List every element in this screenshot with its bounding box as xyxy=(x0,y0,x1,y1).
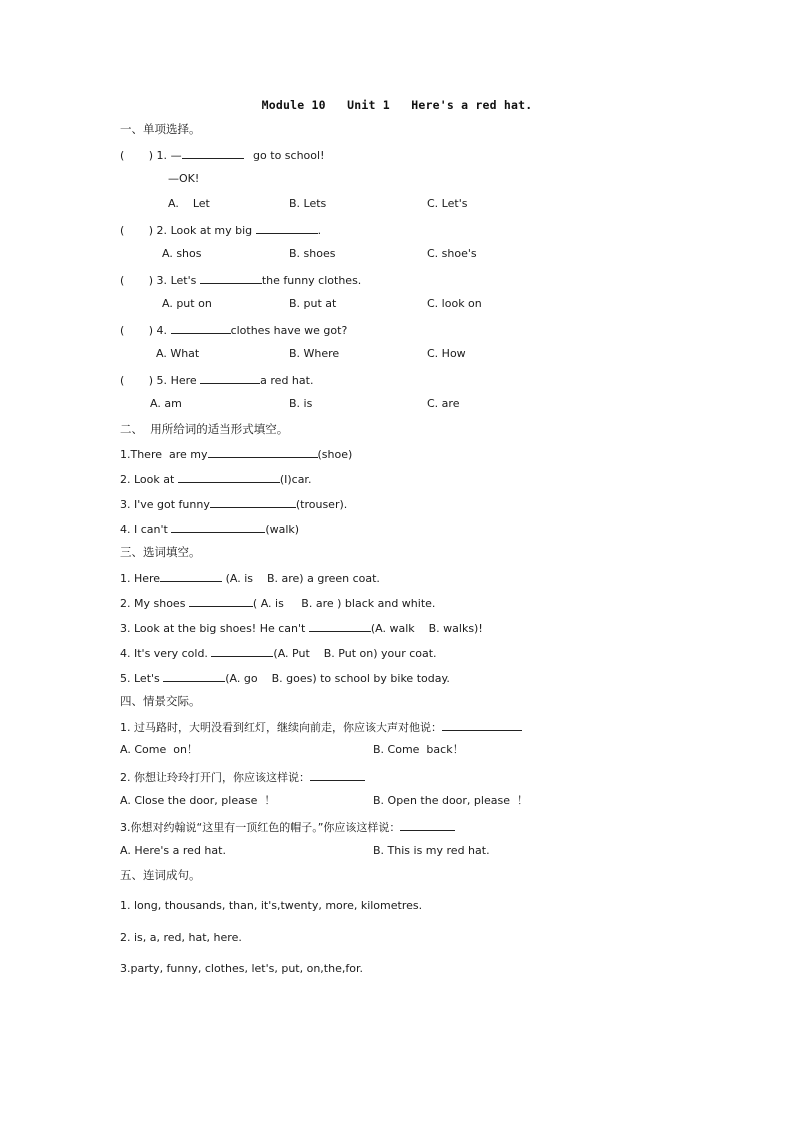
s2-item-3 xyxy=(120,496,347,512)
item-hint: (shoe) xyxy=(317,448,353,461)
section-3-heading: 三、选词填空。 xyxy=(120,545,201,559)
section-2-heading: 二、 用所给词的适当形式填空。 xyxy=(120,422,289,436)
answer-paren: ( ) 1. xyxy=(120,149,168,162)
s4-q3-option-b: B. This is my red hat. xyxy=(373,844,490,857)
question-text: — xyxy=(170,149,182,162)
item-text: 4. I can't xyxy=(120,523,172,536)
question-text: 3.你想对约翰说“这里有一顶红色的帽子。”你应该这样说： xyxy=(120,821,401,834)
item-hint: (walk) xyxy=(265,523,300,536)
answer-blank[interactable] xyxy=(182,147,244,159)
s4-question-2 xyxy=(120,769,365,785)
s1-question-5 xyxy=(120,372,313,388)
question-text: a red hat. xyxy=(260,374,314,387)
question-text: Look at my big xyxy=(170,224,256,237)
s2-item-2 xyxy=(120,471,311,487)
answer-blank[interactable] xyxy=(163,670,225,682)
answer-blank[interactable] xyxy=(210,496,296,508)
s4-q1-option-a: A. Come on！ xyxy=(120,743,198,756)
question-text: the funny clothes. xyxy=(261,274,362,287)
s3-item-4 xyxy=(120,645,437,661)
s1-q1-option-a: A. Let xyxy=(168,197,210,210)
answer-blank[interactable] xyxy=(256,222,318,234)
item-text: 1.There are my xyxy=(120,448,208,461)
s1-question-4 xyxy=(120,322,347,338)
item-text: 3. Look at the big shoes! He can't xyxy=(120,622,309,635)
answer-blank[interactable] xyxy=(189,595,253,607)
s1-q5-option-c: C. are xyxy=(427,397,460,410)
question-text: Here xyxy=(170,374,201,387)
question-text: Let's xyxy=(170,274,200,287)
page-title: Module 10 Unit 1 Here's a red hat. xyxy=(261,98,533,112)
s4-q2-option-b: B. Open the door, please ！ xyxy=(373,794,528,807)
s3-item-1 xyxy=(120,570,380,586)
section-1-heading: 一、单项选择。 xyxy=(120,122,201,136)
answer-blank[interactable] xyxy=(160,570,222,582)
s1-q4-option-a: A. What xyxy=(156,347,200,360)
s1-question-1 xyxy=(120,147,324,163)
item-options: ( A. is B. are ) black and white. xyxy=(252,597,436,610)
s1-q5-option-b: B. is xyxy=(289,397,313,410)
s4-question-1 xyxy=(120,719,522,735)
s1-q3-option-b: B. put at xyxy=(289,297,337,310)
s1-q1-reply: —OK! xyxy=(168,172,200,185)
item-text: 4. It's very cold. xyxy=(120,647,212,660)
question-text: clothes have we got? xyxy=(230,324,348,337)
s1-q2-option-c: C. shoe's xyxy=(427,247,477,260)
item-hint: (trouser). xyxy=(295,498,348,511)
question-text: 2. 你想让玲玲打开门，你应该这样说： xyxy=(120,771,310,784)
s1-q2-option-b: B. shoes xyxy=(289,247,336,260)
s4-q1-option-b: B. Come back！ xyxy=(373,743,464,756)
s2-item-1 xyxy=(120,446,352,462)
s1-q5-option-a: A. am xyxy=(150,397,182,410)
section-4-heading: 四、情景交际。 xyxy=(120,694,201,708)
question-text: 1. 过马路时，大明没看到红灯，继续向前走，你应该大声对他说： xyxy=(120,721,442,734)
item-text: 2. Look at xyxy=(120,473,178,486)
answer-blank[interactable] xyxy=(309,620,371,632)
s1-q4-option-c: C. How xyxy=(427,347,466,360)
item-options: (A. Put B. Put on) your coat. xyxy=(273,647,437,660)
answer-paren: ( ) 3. xyxy=(120,274,168,287)
answer-blank[interactable] xyxy=(208,446,318,458)
s1-question-3 xyxy=(120,272,361,288)
answer-paren: ( ) 4. xyxy=(120,324,168,337)
answer-blank[interactable] xyxy=(211,645,273,657)
answer-blank[interactable] xyxy=(310,769,365,781)
item-hint: (I)car. xyxy=(279,473,312,486)
answer-paren: ( ) 2. xyxy=(120,224,168,237)
item-options: (A. go B. goes) to school by bike today. xyxy=(225,672,450,685)
item-text: 1. Here xyxy=(120,572,161,585)
item-options: (A. walk B. walks)! xyxy=(370,622,483,635)
s1-question-2 xyxy=(120,222,321,238)
s5-item-3: 3.party, funny, clothes, let's, put, on,the,for. xyxy=(120,962,363,975)
s3-item-2 xyxy=(120,595,435,611)
item-options: (A. is B. are) a green coat. xyxy=(222,572,380,585)
section-5-heading: 五、连词成句。 xyxy=(120,868,201,882)
question-text: . xyxy=(317,224,322,237)
s1-q1-option-b: B. Lets xyxy=(289,197,327,210)
s3-item-3 xyxy=(120,620,483,636)
answer-blank[interactable] xyxy=(442,719,522,731)
s1-q1-option-c: C. Let's xyxy=(427,197,468,210)
item-text: 2. My shoes xyxy=(120,597,189,610)
answer-blank[interactable] xyxy=(171,322,231,334)
answer-blank[interactable] xyxy=(200,372,260,384)
s1-q3-option-c: C. look on xyxy=(427,297,482,310)
answer-paren: ( ) 5. xyxy=(120,374,168,387)
s1-q4-option-b: B. Where xyxy=(289,347,340,360)
s5-item-2: 2. is, a, red, hat, here. xyxy=(120,931,242,944)
s4-q3-option-a: A. Here's a red hat. xyxy=(120,844,226,857)
s4-q2-option-a: A. Close the door, please ！ xyxy=(120,794,276,807)
answer-blank[interactable] xyxy=(200,272,262,284)
s4-question-3 xyxy=(120,819,455,835)
answer-blank[interactable] xyxy=(171,521,265,533)
item-text: 3. I've got funny xyxy=(120,498,210,511)
answer-blank[interactable] xyxy=(178,471,280,483)
question-text: go to school! xyxy=(249,149,325,162)
s2-item-4 xyxy=(120,521,299,537)
item-text: 5. Let's xyxy=(120,672,164,685)
s3-item-5 xyxy=(120,670,450,686)
s1-q3-option-a: A. put on xyxy=(162,297,212,310)
s1-q2-option-a: A. shos xyxy=(162,247,202,260)
s5-item-1: 1. long, thousands, than, it's,twenty, more, kilometres. xyxy=(120,899,423,912)
answer-blank[interactable] xyxy=(400,819,455,831)
